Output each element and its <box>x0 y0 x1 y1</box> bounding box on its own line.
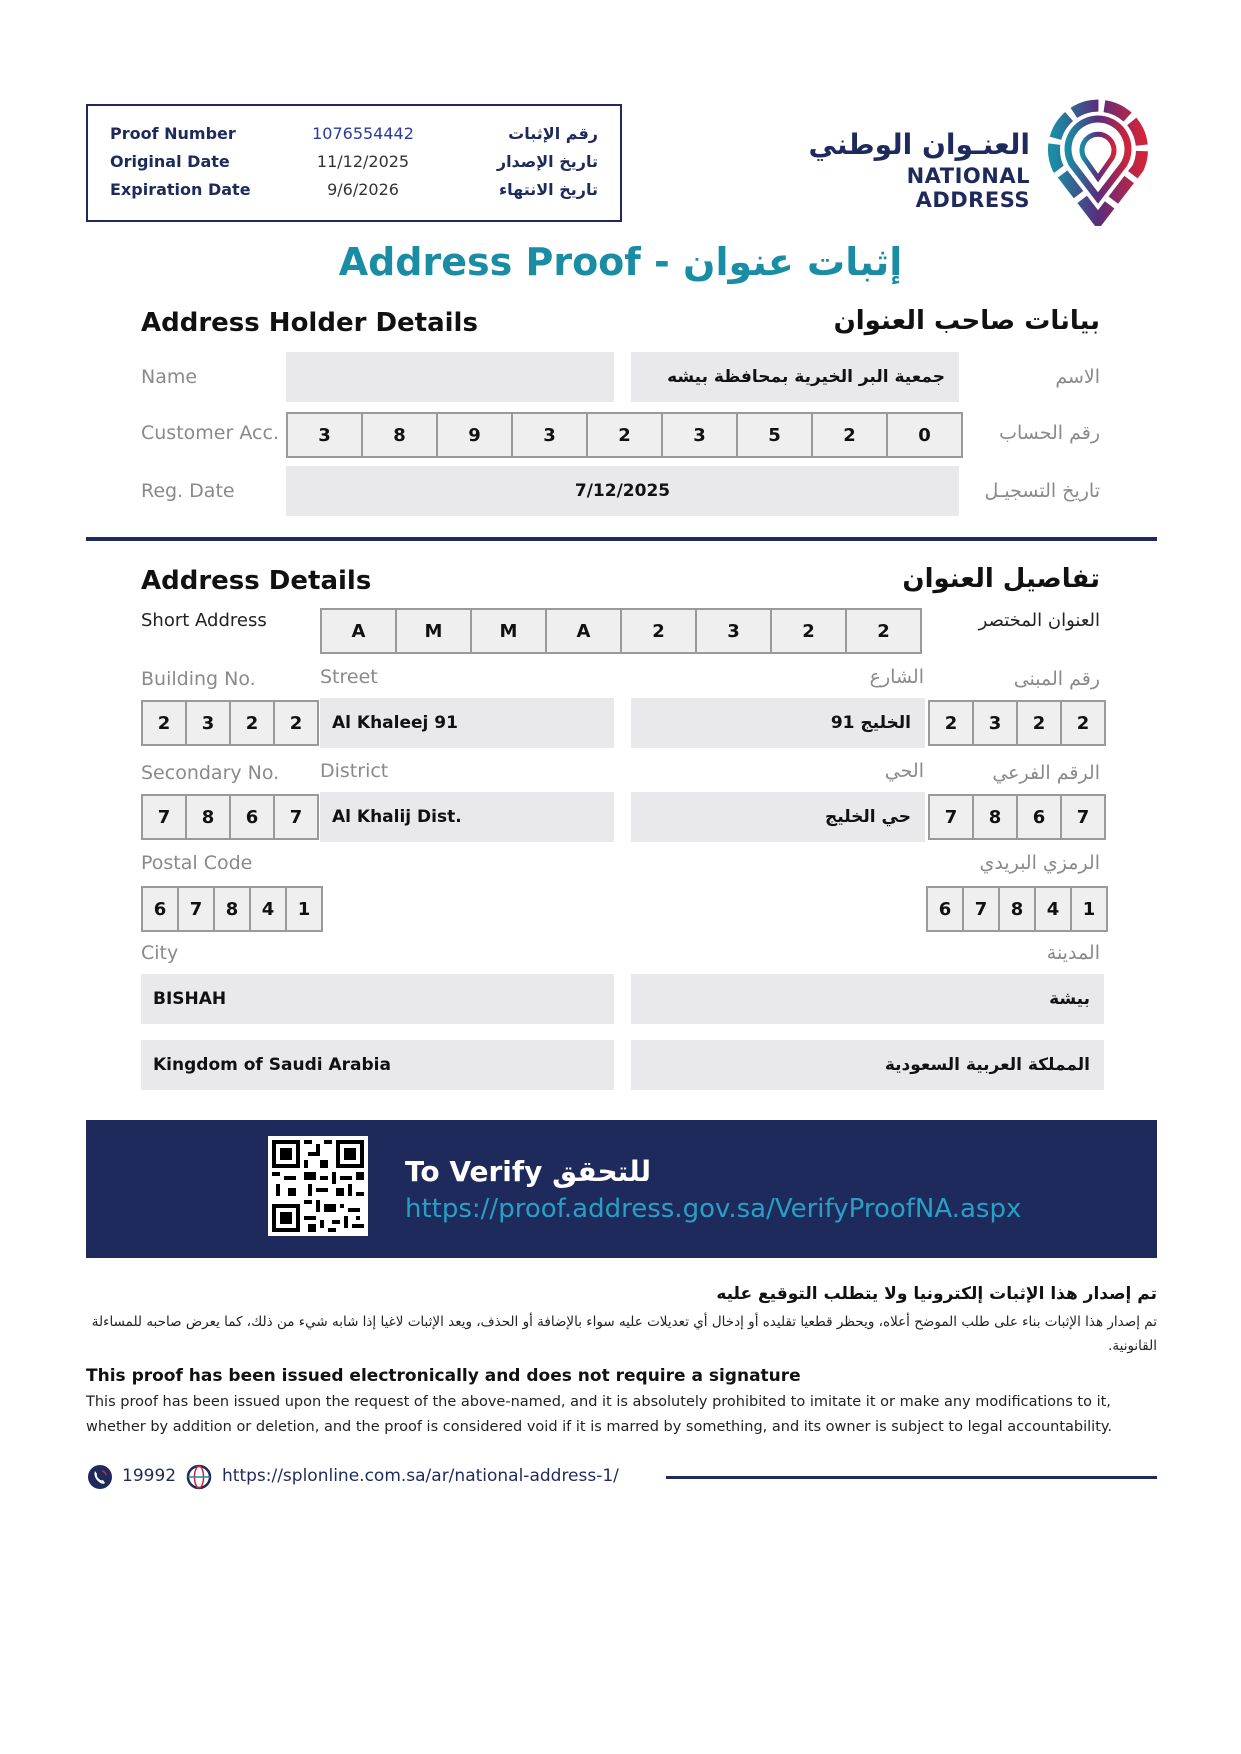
building-digits-en <box>141 700 317 746</box>
phone-icon <box>87 1464 113 1490</box>
proof-number-label-ar: رقم الإثبات <box>508 124 598 143</box>
proof-number-value: 1076554442 <box>312 124 414 143</box>
postal-digit: 7 <box>962 886 1000 932</box>
acc-digit: 2 <box>811 412 888 458</box>
customer-acc-label-ar: رقم الحساب <box>999 422 1100 444</box>
verify-title: To Verify للتحقق <box>405 1155 652 1188</box>
short-address-chars <box>320 608 920 654</box>
original-date-row <box>88 148 620 176</box>
building-label-ar: رقم المبنى <box>1013 668 1100 690</box>
building-digit: 2 <box>229 700 275 746</box>
short-address-char: 2 <box>770 608 847 654</box>
secondary-digit: 6 <box>1016 794 1062 840</box>
building-digit: 3 <box>185 700 231 746</box>
reg-date-field: 7/12/2025 <box>286 466 959 516</box>
verify-link[interactable]: https://proof.address.gov.sa/VerifyProofNA.aspx <box>405 1194 1022 1224</box>
secondary-digits-ar <box>928 794 1104 840</box>
district-label-ar: الحي <box>884 760 924 782</box>
short-address-char: A <box>320 608 397 654</box>
acc-digit: 2 <box>586 412 663 458</box>
postal-digit: 1 <box>285 886 323 932</box>
postal-digit: 4 <box>1034 886 1072 932</box>
secondary-digits-en <box>141 794 317 840</box>
globe-icon <box>186 1464 212 1490</box>
expiration-date-row <box>88 176 620 204</box>
reg-date-label: Reg. Date <box>141 480 235 502</box>
section-divider <box>86 537 1157 541</box>
note-title-ar: تم إصدار هذا الإثبات إلكترونيا ولا يتطلب التوقيع عليه <box>716 1284 1157 1304</box>
district-label: District <box>320 760 389 782</box>
address-heading: Address Details <box>141 566 372 596</box>
short-address-char: 2 <box>845 608 922 654</box>
acc-digit: 3 <box>511 412 588 458</box>
qr-code[interactable] <box>268 1136 368 1236</box>
acc-digit: 3 <box>661 412 738 458</box>
expiration-date-value: 9/6/2026 <box>327 180 399 199</box>
footer-phone[interactable]: 19992 <box>122 1466 177 1486</box>
short-address-char: M <box>395 608 472 654</box>
address-heading-ar: تفاصيل العنوان <box>902 564 1100 594</box>
acc-digit: 3 <box>286 412 363 458</box>
city-field-ar: بيشة <box>631 974 1104 1024</box>
street-field-ar: الخليج 91 <box>631 698 925 748</box>
name-label-ar: الاسم <box>1055 366 1100 388</box>
expiration-date-label-ar: تاريخ الانتهاء <box>498 180 598 199</box>
proof-number-row <box>88 120 620 148</box>
postal-label-ar: الرمزي البريدي <box>979 852 1100 874</box>
building-digit: 2 <box>1016 700 1062 746</box>
short-address-char: A <box>545 608 622 654</box>
secondary-digit: 7 <box>928 794 974 840</box>
building-digit: 2 <box>928 700 974 746</box>
note-title-en: This proof has been issued electronically and does not require a signature <box>86 1366 801 1386</box>
building-digit: 2 <box>141 700 187 746</box>
secondary-digit: 7 <box>141 794 187 840</box>
postal-digit: 6 <box>926 886 964 932</box>
short-address-char: 3 <box>695 608 772 654</box>
postal-label: Postal Code <box>141 852 253 874</box>
short-address-label: Short Address <box>141 610 267 631</box>
acc-digit: 0 <box>886 412 963 458</box>
customer-acc-label: Customer Acc. <box>141 422 279 444</box>
name-field-en <box>286 352 614 402</box>
logo-text-en: NATIONAL ADDRESS <box>906 164 1030 212</box>
short-address-char: 2 <box>620 608 697 654</box>
country-field-ar: المملكة العربية السعودية <box>631 1040 1104 1090</box>
postal-digit: 7 <box>177 886 215 932</box>
name-field-ar: جمعية البر الخيرية بمحافظة بيشه <box>631 352 959 402</box>
acc-digit: 5 <box>736 412 813 458</box>
customer-acc-digits <box>286 412 961 458</box>
building-digits-ar <box>928 700 1104 746</box>
acc-digit: 8 <box>361 412 438 458</box>
postal-digit: 1 <box>1070 886 1108 932</box>
secondary-digit: 7 <box>273 794 319 840</box>
district-field-en: Al Khalij Dist. <box>320 792 614 842</box>
city-field-en: BISHAH <box>141 974 614 1024</box>
secondary-label: Secondary No. <box>141 762 280 784</box>
holder-heading: Address Holder Details <box>141 308 478 338</box>
page-title: Address Proof - إثبات عنوان <box>338 240 903 284</box>
secondary-label-ar: الرقم الفرعي <box>992 762 1100 784</box>
proof-info-box <box>86 104 622 222</box>
national-address-logo-icon <box>1036 94 1160 226</box>
holder-heading-ar: بيانات صاحب العنوان <box>833 306 1100 336</box>
secondary-digit: 8 <box>972 794 1018 840</box>
secondary-digit: 8 <box>185 794 231 840</box>
expiration-date-label: Expiration Date <box>110 180 251 199</box>
postal-digit: 6 <box>141 886 179 932</box>
name-label: Name <box>141 366 198 388</box>
country-field-en: Kingdom of Saudi Arabia <box>141 1040 614 1090</box>
postal-digit: 8 <box>213 886 251 932</box>
logo-text-ar: العنـوان الوطني <box>808 128 1030 161</box>
original-date-value: 11/12/2025 <box>316 152 410 171</box>
postal-digit: 8 <box>998 886 1036 932</box>
footer-divider <box>666 1476 1157 1479</box>
original-date-label-ar: تاريخ الإصدار <box>496 152 598 171</box>
secondary-digit: 6 <box>229 794 275 840</box>
postal-digits-ar <box>926 886 1106 932</box>
secondary-digit: 7 <box>1060 794 1106 840</box>
postal-digit: 4 <box>249 886 287 932</box>
postal-digits-en <box>141 886 321 932</box>
district-field-ar: حي الخليج <box>631 792 925 842</box>
original-date-label: Original Date <box>110 152 230 171</box>
street-field-en: Al Khaleej 91 <box>320 698 614 748</box>
note-body-en: This proof has been issued upon the request of the above-named, and it is absolutely prohibited to imitate it or make any modifications to it, whether by addition or deletion, and the proof is considered void if it is marred by something, and its owner is subject to legal accountability. <box>86 1394 1113 1435</box>
short-address-label-ar: العنوان المختصر <box>978 610 1100 631</box>
building-digit: 3 <box>972 700 1018 746</box>
building-digit: 2 <box>1060 700 1106 746</box>
note-body-ar: تم إصدار هذا الإثبات بناء على طلب الموضح أعلاه، ويحظر قطعيا تقليده أو إدخال أي تعديلات عليه سواء بالإضافة أو الحذف، ويعد الإثبات لاغيا إذا شابه شيء من ذلك، كما يعرض صاحبه للمساءلة القانونية. <box>91 1314 1157 1354</box>
reg-date-label-ar: تاريخ التسجيـل <box>984 480 1100 502</box>
short-address-char: M <box>470 608 547 654</box>
verify-banner <box>86 1120 1157 1258</box>
building-label: Building No. <box>141 668 256 690</box>
proof-number-label: Proof Number <box>110 124 236 143</box>
street-label: Street <box>320 666 378 688</box>
city-label-ar: المدينة <box>1046 942 1100 964</box>
building-digit: 2 <box>273 700 319 746</box>
street-label-ar: الشارع <box>869 666 924 688</box>
acc-digit: 9 <box>436 412 513 458</box>
footer-website-link[interactable]: https://splonline.com.sa/ar/national-address-1/ <box>222 1466 619 1486</box>
city-label: City <box>141 942 179 964</box>
